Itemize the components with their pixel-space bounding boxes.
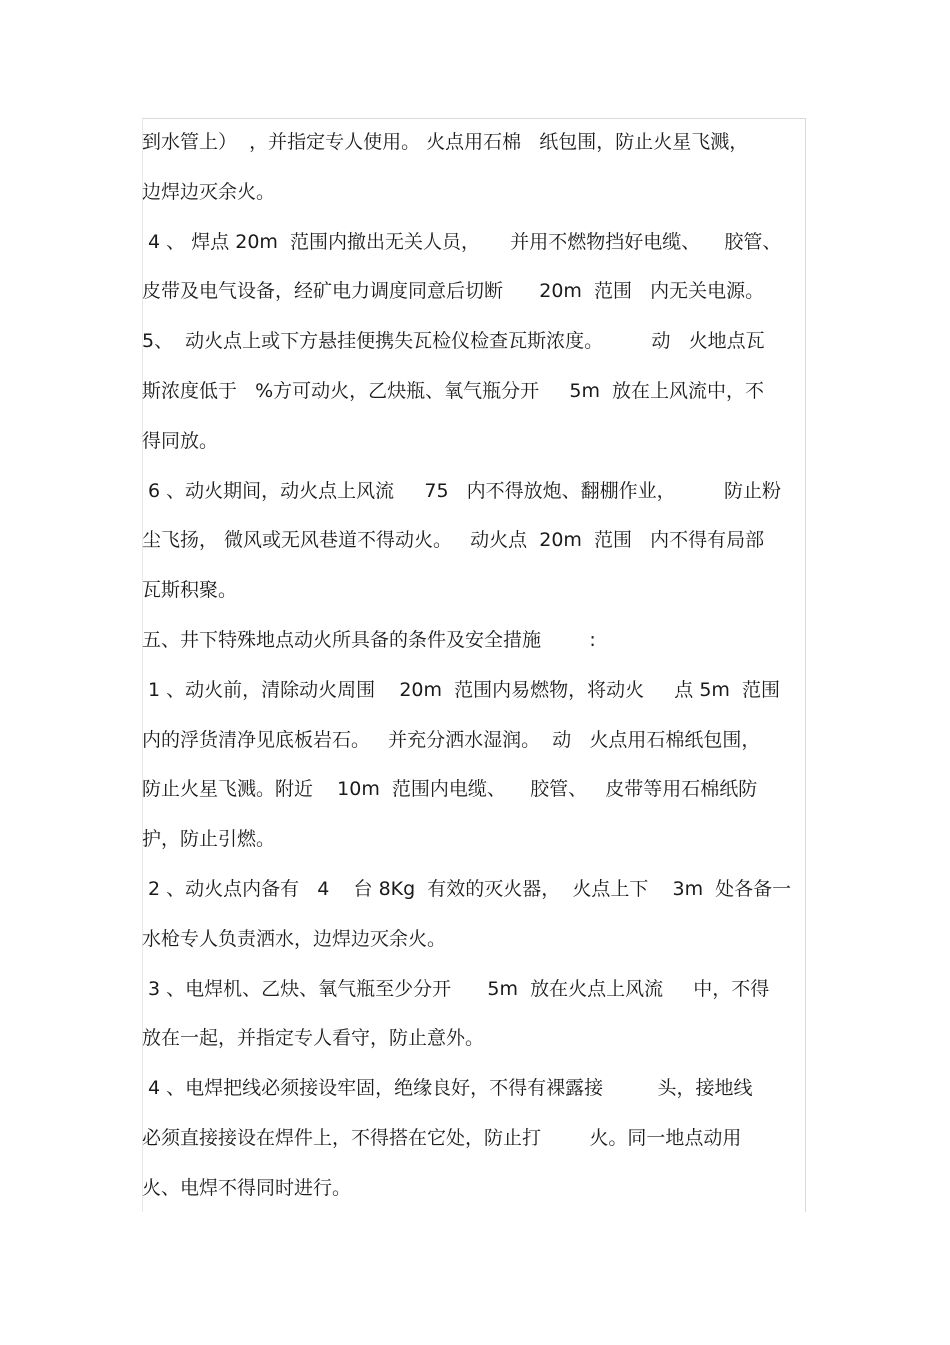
text-line: 边焊边灭余火。: [142, 180, 276, 203]
text-line: 6 、动火期间，动火点上风流 75 内不得放炮、翻棚作业， 防止粉: [142, 479, 781, 502]
text-line: 内的浮货清净见底板岩石。 并充分洒水湿润。 动 火点用石棉纸包围，: [142, 728, 761, 751]
text-line: 皮带及电气设备，经矿电力调度同意后切断 20m 范围 内无关电源。: [142, 280, 765, 303]
text-line: 必须直接接设在焊件上，不得搭在它处，防止打 火。同一地点动用: [142, 1126, 742, 1149]
text-line: 1 、动火前，清除动火周围 20m 范围内易燃物，将动火 点 5m 范围: [142, 678, 781, 701]
document-body: [142, 118, 806, 1214]
text-line: 5、 动火点上或下方悬挂便携失瓦检仪检查瓦斯浓度。 动 火地点瓦: [142, 330, 765, 353]
text-line: 得同放。: [142, 429, 219, 452]
text-line: 水枪专人负责洒水，边焊边灭余火。: [142, 927, 447, 950]
text-line: 到水管上） ，并指定专人使用。 火点用石棉 纸包围，防止火星飞溅，: [142, 131, 749, 153]
text-line: 防止火星飞溅。附近 10m 范围内电缆、 胶管、 皮带等用石棉纸防: [142, 778, 758, 801]
section-heading: 五、井下特殊地点动火所具备的条件及安全措施 :: [142, 628, 596, 651]
text-line: 4 、电焊把线必须接设牢固，绝缘良好，不得有裸露接 头，接地线: [142, 1077, 753, 1100]
text-line: 尘飞扬， 微风或无风巷道不得动火。 动火点 20m 范围 内不得有局部: [142, 529, 765, 552]
text-line: 2 、动火点内备有 4 台 8Kg 有效的灭火器， 火点上下 3m 处各备一: [142, 877, 792, 900]
text-line: 瓦斯积聚。: [142, 579, 238, 602]
text-line: 护，防止引燃。: [142, 828, 276, 851]
text-line: 放在一起，并指定专人看守，防止意外。: [142, 1027, 485, 1050]
text-line: 火、电焊不得同时进行。: [142, 1176, 352, 1199]
text-line: 3 、电焊机、乙炔、氧气瓶至少分开 5m 放在火点上风流 中，不得: [142, 977, 770, 1000]
text-line: 斯浓度低于 %方可动火，乙炔瓶、氧气瓶分开 5m 放在上风流中，不: [142, 379, 765, 402]
text-line: 4 、 焊点 20m 范围内撤出无关人员， 并用不燃物挡好电缆、 胶管、: [142, 230, 782, 253]
